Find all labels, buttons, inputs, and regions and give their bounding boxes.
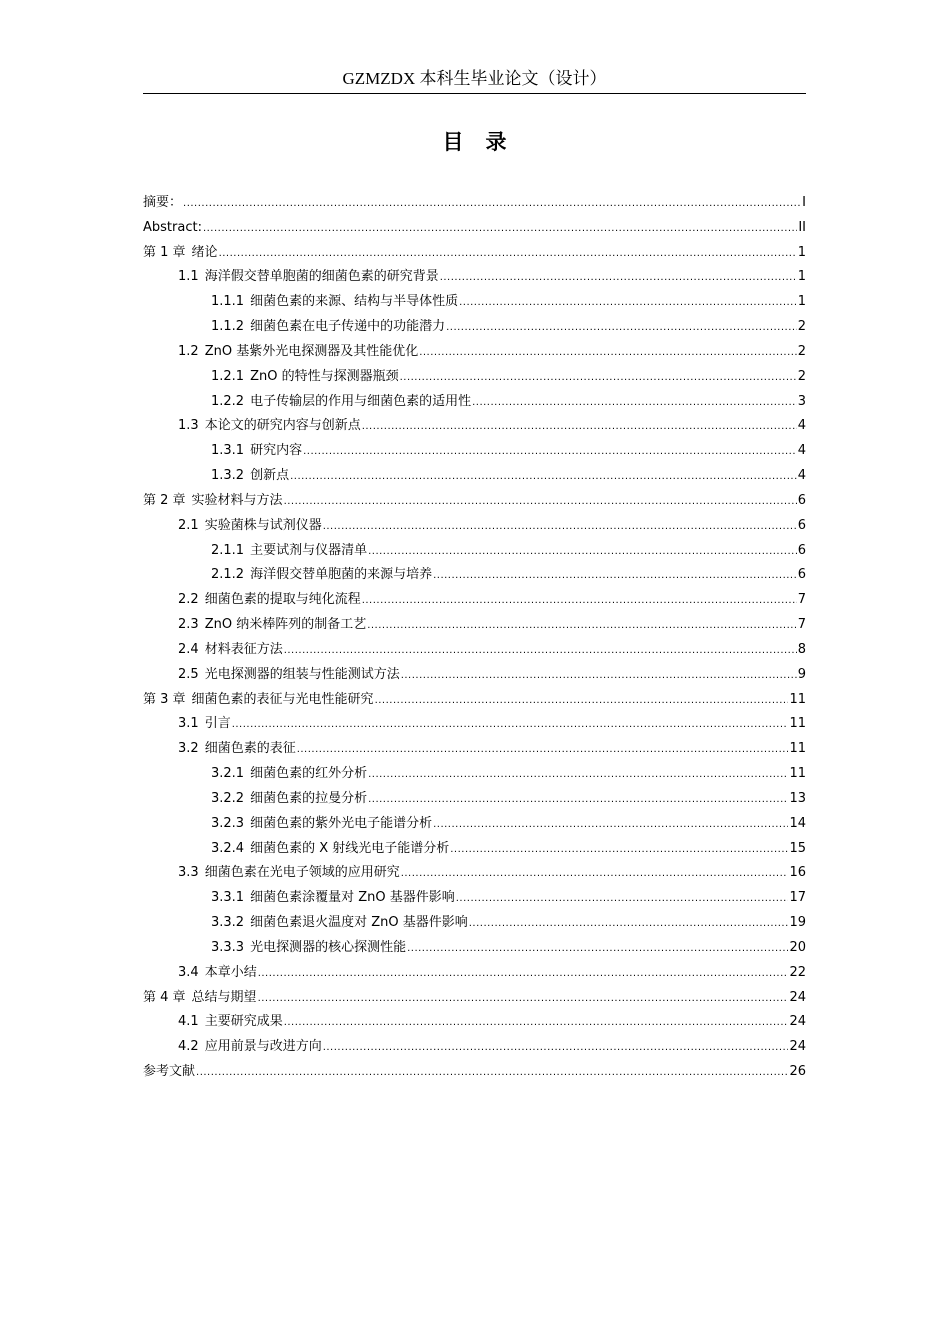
toc-entry-text: 绪论 — [191, 244, 218, 260]
toc-entry-number: 1.2 — [178, 343, 199, 359]
toc-entry-number: 3.3 — [178, 865, 199, 881]
dot-leader — [401, 862, 789, 887]
toc-entry[interactable] — [143, 315, 806, 340]
toc-entry-label — [211, 539, 367, 564]
toc-entry-label — [178, 613, 366, 638]
dot-leader — [375, 689, 789, 714]
dot-leader — [433, 813, 788, 838]
toc-entry[interactable] — [143, 886, 806, 911]
toc-entry-page-number: 3 — [797, 393, 806, 409]
toc-entry-number: 2.3 — [178, 617, 199, 633]
toc-entry-page-number: 6 — [797, 492, 806, 508]
toc-entry-text: Abstract: — [143, 219, 202, 235]
dot-leader — [440, 266, 797, 291]
toc-entry-label — [143, 216, 202, 241]
toc-entry-number: 4.2 — [178, 1039, 199, 1055]
toc-entry-number: 1.3.1 — [211, 443, 245, 459]
toc-entry-number: 1.3 — [178, 418, 199, 434]
dot-leader — [469, 912, 789, 937]
dot-leader — [456, 887, 789, 912]
toc-entry[interactable] — [143, 737, 806, 762]
toc-entry-text: 细菌色素的红外分析 — [250, 766, 368, 782]
toc-entry-page-number: 11 — [789, 741, 806, 757]
toc-entry-number: 1.1 — [178, 269, 199, 285]
toc-entry-page-number: 24 — [789, 1039, 806, 1055]
toc-entry[interactable] — [143, 936, 806, 961]
toc-entry-label — [143, 191, 182, 216]
toc-entry-number: 2.2 — [178, 592, 199, 608]
dot-leader — [303, 440, 797, 465]
toc-entry[interactable] — [143, 340, 806, 365]
toc-entry-page-number: 22 — [789, 964, 806, 980]
toc-entry-number: 1.1.1 — [211, 294, 245, 310]
toc-entry[interactable] — [143, 241, 806, 266]
toc-entry-number: 2.1.2 — [211, 567, 245, 583]
toc-entry[interactable] — [143, 265, 806, 290]
toc-entry-label — [178, 961, 257, 986]
toc-entry-number: 3.1 — [178, 716, 199, 732]
toc-entry-label — [178, 663, 400, 688]
toc-entry-label — [211, 464, 289, 489]
toc-entry-page-number: 2 — [797, 343, 806, 359]
toc-entry-page-number: 4 — [797, 418, 806, 434]
toc-entry-page-number: 11 — [789, 716, 806, 732]
dot-leader — [407, 937, 788, 962]
toc-entry[interactable] — [143, 1060, 806, 1085]
toc-entry[interactable] — [143, 663, 806, 688]
toc-entry-label — [211, 886, 455, 911]
toc-entry-text: 研究内容 — [250, 443, 303, 459]
toc-entry[interactable] — [143, 812, 806, 837]
toc-entry-page-number: 1 — [797, 269, 806, 285]
dot-leader — [450, 838, 788, 863]
toc-entry[interactable] — [143, 514, 806, 539]
dot-leader — [362, 589, 797, 614]
toc-entry-label — [211, 365, 399, 390]
toc-entry-text: 光电探测器的核心探测性能 — [250, 939, 407, 955]
toc-entry[interactable] — [143, 961, 806, 986]
toc-entry-label — [178, 514, 322, 539]
toc-entry-page-number: 8 — [797, 641, 806, 657]
toc-entry-text: ZnO 纳米棒阵列的制备工艺 — [204, 617, 367, 633]
running-header: GZMZDX 本科生毕业论文（设计） — [342, 69, 607, 88]
toc-entry-page-number: 7 — [797, 592, 806, 608]
toc-entry-number: 3.3.2 — [211, 915, 245, 931]
header-divider — [143, 93, 806, 94]
toc-entry-page-number: 17 — [789, 890, 806, 906]
toc-entry[interactable] — [143, 365, 806, 390]
toc-entry-number: 3.2 — [178, 741, 199, 757]
toc-entry-page-number: 16 — [789, 865, 806, 881]
toc-entry[interactable] — [143, 986, 806, 1011]
dot-leader — [297, 738, 789, 763]
toc-entry-text: 光电探测器的组装与性能测试方法 — [204, 666, 400, 682]
toc-entry-page-number: 2 — [797, 319, 806, 335]
toc-entry-label — [211, 762, 367, 787]
toc-entry-label — [211, 812, 432, 837]
dot-leader — [290, 465, 797, 490]
toc-entry-label — [211, 290, 458, 315]
dot-leader — [368, 788, 788, 813]
toc-entry-number: 2.1.1 — [211, 542, 245, 558]
toc-entry-page-number: 4 — [797, 468, 806, 484]
toc-entry-label — [178, 712, 231, 737]
toc-entry[interactable] — [143, 588, 806, 613]
toc-entry-page-number: 24 — [789, 1014, 806, 1030]
dot-leader — [367, 614, 797, 639]
toc-entry-number: 3.2.1 — [211, 766, 245, 782]
toc-entry-text: 引言 — [204, 716, 231, 732]
toc-entry[interactable] — [143, 1010, 806, 1035]
dot-leader — [219, 242, 797, 267]
toc-entry-label — [211, 911, 468, 936]
toc-entry-text: 细菌色素的拉曼分析 — [250, 790, 368, 806]
toc-entry-number: 1.3.2 — [211, 468, 245, 484]
toc-entry-page-number: 20 — [789, 939, 806, 955]
toc-entry-label — [143, 489, 283, 514]
toc-entry-text: 海洋假交替单胞菌的来源与培养 — [250, 567, 433, 583]
toc-entry-text: 总结与期望 — [191, 989, 257, 1005]
toc-entry-text: 细菌色素退火温度对 ZnO 基器件影响 — [250, 915, 468, 931]
dot-leader — [284, 639, 797, 664]
toc-entry-page-number: 11 — [789, 691, 806, 707]
toc-entry-page-number: 24 — [789, 989, 806, 1005]
dot-leader — [400, 366, 797, 391]
toc-entry-text: 应用前景与改进方向 — [204, 1039, 322, 1055]
toc-entry-number: 2.1 — [178, 517, 199, 533]
toc-entry-number: 1.2.1 — [211, 368, 245, 384]
toc-entry[interactable] — [143, 464, 806, 489]
dot-leader — [433, 564, 797, 589]
toc-entry[interactable] — [143, 191, 806, 216]
toc-entry-text: 创新点 — [250, 468, 290, 484]
dot-leader — [196, 1061, 788, 1086]
toc-entry-page-number: 6 — [797, 542, 806, 558]
toc-entry-number: 3.2.2 — [211, 790, 245, 806]
toc-entry-text: ZnO 的特性与探测器瓶颈 — [250, 368, 399, 384]
toc-entry[interactable] — [143, 439, 806, 464]
toc-entry-label — [143, 986, 257, 1011]
toc-entry-text: 主要研究成果 — [204, 1014, 283, 1030]
toc-entry-label — [143, 1060, 195, 1085]
toc-entry-text: 摘要： — [143, 195, 183, 210]
toc-entry-text: 本论文的研究内容与创新点 — [204, 418, 361, 434]
toc-entry[interactable] — [143, 563, 806, 588]
toc-entry-label — [178, 1035, 322, 1060]
toc-title: 目录 — [442, 130, 529, 154]
toc-entry-text: 细菌色素的提取与纯化流程 — [204, 592, 361, 608]
toc-entry-text: 细菌色素的紫外光电子能谱分析 — [250, 815, 433, 831]
toc-entry-label — [211, 439, 302, 464]
toc-entry-text: 材料表征方法 — [204, 641, 283, 657]
toc-entry-text: 实验菌株与试剂仪器 — [204, 517, 322, 533]
dot-leader — [183, 192, 801, 217]
toc-entry-number: 2.5 — [178, 666, 199, 682]
toc-entry[interactable] — [143, 712, 806, 737]
toc-entry-page-number: 14 — [789, 815, 806, 831]
toc-entry[interactable] — [143, 539, 806, 564]
dot-leader — [368, 540, 797, 565]
dot-leader — [401, 664, 797, 689]
toc-entry-label — [178, 340, 418, 365]
toc-entry-text: 细菌色素在电子传递中的功能潜力 — [250, 319, 446, 335]
dot-leader — [446, 316, 797, 341]
dot-leader — [362, 415, 797, 440]
toc-entry-page-number: 19 — [789, 915, 806, 931]
toc-entry[interactable] — [143, 911, 806, 936]
toc-entry-page-number: 4 — [797, 443, 806, 459]
toc-entry-label — [211, 390, 471, 415]
dot-leader — [284, 490, 797, 515]
toc-entry-label — [178, 414, 361, 439]
toc-entry-label — [178, 265, 439, 290]
toc-entry-text: 细菌色素的表征 — [204, 741, 296, 757]
toc-entry-page-number: 6 — [797, 517, 806, 533]
toc-entry-page-number: 15 — [789, 840, 806, 856]
toc-entry[interactable] — [143, 216, 806, 241]
toc-entry-page-number: II — [798, 219, 806, 235]
toc-entry-page-number: I — [802, 195, 806, 210]
toc-entry-page-number: 2 — [797, 368, 806, 384]
toc-entry-page-number: 9 — [797, 666, 806, 682]
toc-entry-number: 第 1 章 — [143, 244, 186, 260]
toc-entry-label — [211, 787, 367, 812]
toc-entry[interactable] — [143, 489, 806, 514]
toc-entry-page-number: 13 — [789, 790, 806, 806]
toc-entry-text: 本章小结 — [204, 964, 257, 980]
toc-entry-text: 细菌色素的 X 射线光电子能谱分析 — [250, 840, 450, 856]
toc-entry-label — [143, 688, 374, 713]
toc-entry[interactable] — [143, 861, 806, 886]
dot-leader — [258, 962, 789, 987]
toc-entry-text: 细菌色素的来源、结构与半导体性质 — [250, 294, 459, 310]
toc-entry[interactable] — [143, 290, 806, 315]
toc-entry-label — [211, 315, 445, 340]
toc-entry-page-number: 1 — [797, 294, 806, 310]
toc-entry[interactable] — [143, 638, 806, 663]
toc-entry-text: 海洋假交替单胞菌的细菌色素的研究背景 — [204, 269, 439, 285]
toc-entry-text: 细菌色素在光电子领域的应用研究 — [204, 865, 400, 881]
toc-entry[interactable] — [143, 613, 806, 638]
toc-entry-label — [178, 737, 296, 762]
toc-entry-page-number: 7 — [797, 617, 806, 633]
toc-entry-number: 4.1 — [178, 1014, 199, 1030]
toc-entry-number: 2.4 — [178, 641, 199, 657]
toc-entry-page-number: 1 — [797, 244, 806, 260]
toc-entry-number: 1.2.2 — [211, 393, 245, 409]
toc-entry[interactable] — [143, 414, 806, 439]
table-of-contents — [143, 191, 806, 1085]
dot-leader — [203, 217, 797, 242]
toc-entry-label — [211, 563, 432, 588]
toc-entry-number: 3.3.1 — [211, 890, 245, 906]
dot-leader — [284, 1011, 789, 1036]
dot-leader — [323, 1036, 789, 1061]
toc-entry[interactable] — [143, 390, 806, 415]
toc-entry-text: 主要试剂与仪器清单 — [250, 542, 368, 558]
dot-leader — [472, 391, 797, 416]
toc-entry-text: 参考文献 — [143, 1063, 196, 1079]
dot-leader — [323, 515, 797, 540]
toc-entry[interactable] — [143, 837, 806, 862]
toc-entry-number: 3.2.3 — [211, 815, 245, 831]
toc-entry-page-number: 11 — [789, 766, 806, 782]
toc-entry-label — [211, 936, 406, 961]
toc-entry-number: 第 2 章 — [143, 492, 186, 508]
toc-entry-number: 3.2.4 — [211, 840, 245, 856]
toc-entry-number: 3.3.3 — [211, 939, 245, 955]
dot-leader — [368, 763, 788, 788]
toc-entry-label — [143, 241, 218, 266]
toc-entry-page-number: 26 — [789, 1063, 806, 1079]
toc-entry-number: 第 3 章 — [143, 691, 186, 707]
toc-entry-label — [178, 861, 400, 886]
toc-entry-label — [178, 1010, 283, 1035]
toc-entry[interactable] — [143, 688, 806, 713]
toc-entry-label — [178, 638, 283, 663]
toc-entry-page-number: 6 — [797, 567, 806, 583]
dot-leader — [232, 713, 789, 738]
toc-entry-text: 细菌色素涂覆量对 ZnO 基器件影响 — [250, 890, 455, 906]
dot-leader — [258, 987, 789, 1012]
toc-entry-number: 3.4 — [178, 964, 199, 980]
dot-leader — [419, 341, 797, 366]
toc-entry-number: 第 4 章 — [143, 989, 186, 1005]
toc-entry-text: 实验材料与方法 — [191, 492, 283, 508]
toc-entry[interactable] — [143, 762, 806, 787]
toc-entry[interactable] — [143, 787, 806, 812]
dot-leader — [459, 291, 797, 316]
toc-entry-text: 细菌色素的表征与光电性能研究 — [191, 691, 374, 707]
toc-entry-label — [178, 588, 361, 613]
toc-entry-text: ZnO 基紫外光电探测器及其性能优化 — [204, 343, 419, 359]
toc-entry-label — [211, 837, 449, 862]
toc-entry-text: 电子传输层的作用与细菌色素的适用性 — [250, 393, 472, 409]
toc-entry[interactable] — [143, 1035, 806, 1060]
toc-entry-number: 1.1.2 — [211, 319, 245, 335]
